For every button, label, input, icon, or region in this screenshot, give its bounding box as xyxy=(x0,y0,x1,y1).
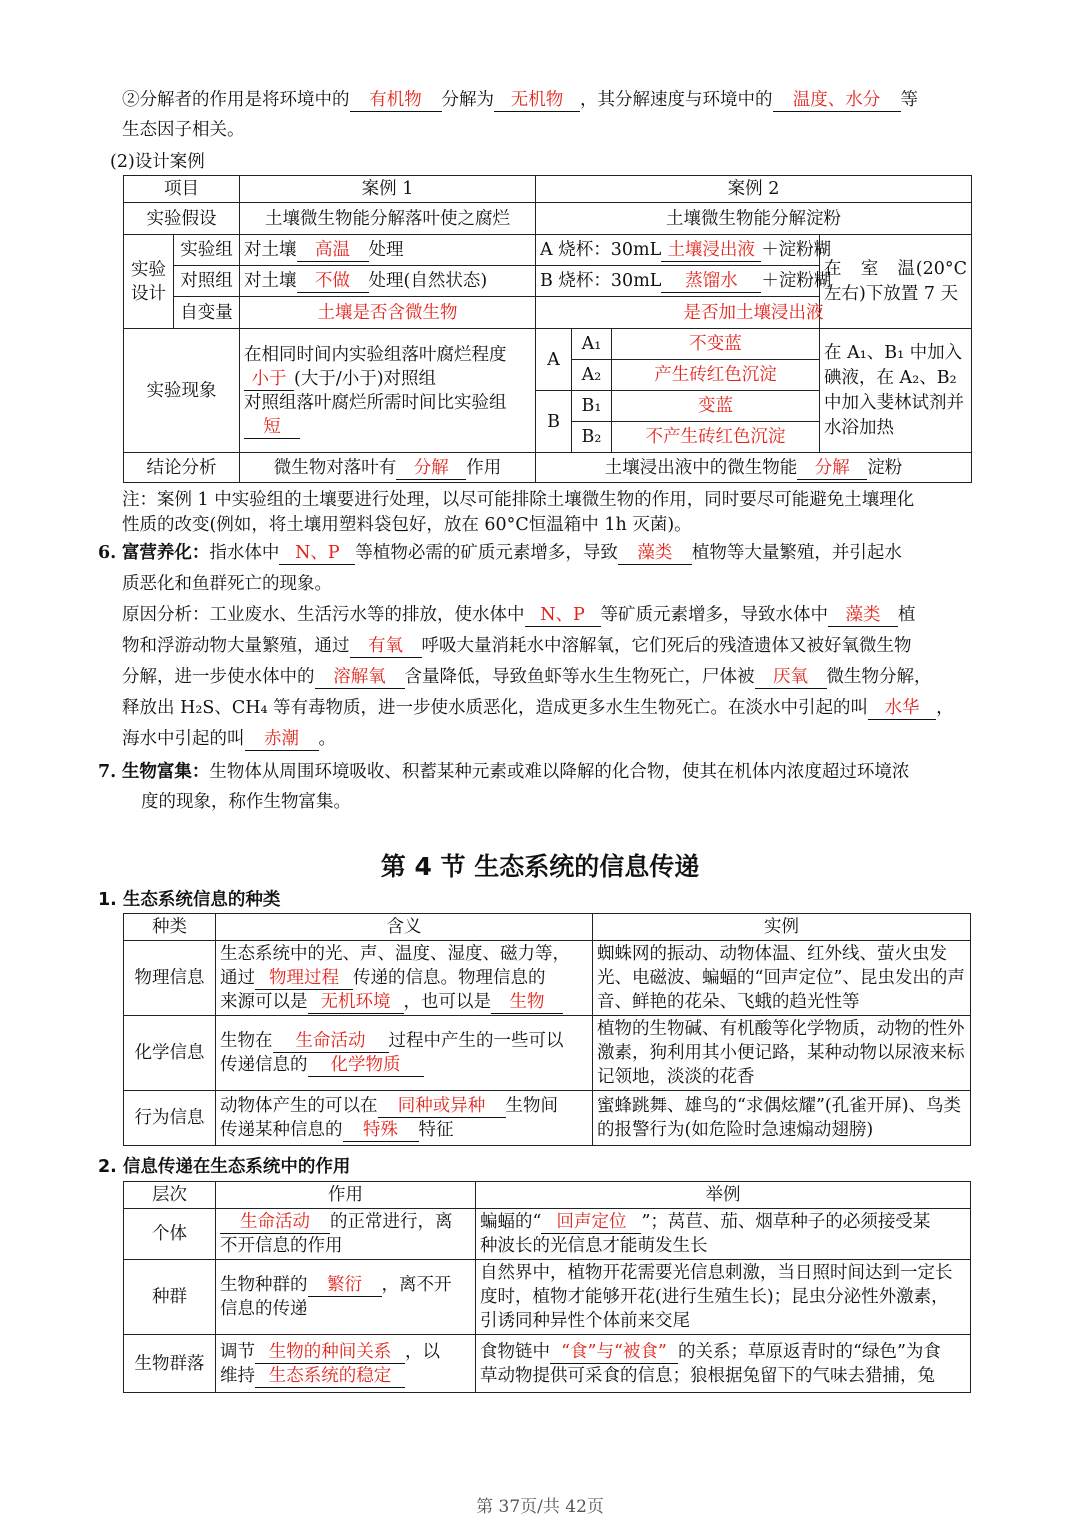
text: 对照组落叶腐烂所需时间比实验组 xyxy=(244,392,507,413)
answer-blank: 生命活动 xyxy=(273,1030,389,1053)
text: 处理 xyxy=(368,240,404,260)
text: ，也可以是 xyxy=(403,992,491,1012)
answer-blank: 短 xyxy=(244,416,300,439)
text: 草动物提供可采食的信息；狼根据兔留下的气味去猎捕，兔 xyxy=(480,1365,935,1386)
answer-blank: 溶解氧 xyxy=(315,666,405,689)
tube-b1-label: B₁ xyxy=(572,391,612,422)
answer-blank: 生态系统的稳定 xyxy=(255,1365,405,1388)
answer-blank: 繁衍 xyxy=(308,1274,382,1297)
text: 通过 xyxy=(220,968,255,988)
note-line1: 注：案例 1 中实验组的土壤要进行处理，以尽可能排除土壤微生物的作用，同时要尽可能避免土壤理化 xyxy=(122,490,915,510)
text: 生物间 xyxy=(505,1096,558,1116)
exp-group-label: 实验组 xyxy=(174,235,240,266)
text: 调节 xyxy=(220,1341,255,1362)
text: B 烧杯：30mL xyxy=(540,271,662,291)
text: 分解为 xyxy=(441,90,494,110)
variable-case1: 土壤是否含微生物 xyxy=(240,297,536,329)
answer-blank: 无机环境 xyxy=(308,991,404,1014)
text: 6. xyxy=(98,543,117,563)
physical-info-example: 蜘蛛网的振动、动物体温、红外线、萤火虫发光、电磁波、蝙蝠的“回声定位”、昆虫发出的声音、鲜艳的花朵、飞蛾的趋光性等 xyxy=(593,941,971,1016)
text: 作用 xyxy=(466,457,502,478)
note-line2: 性质的改变(例如，将土壤用塑料袋包好，放在 60°C恒温箱中 1h 灭菌)。 xyxy=(122,515,692,535)
info-role-table xyxy=(123,1181,971,1393)
conclusion-label: 结论分析 xyxy=(124,453,240,483)
text: 等矿质元素增多，导致水体中 xyxy=(600,605,828,625)
text: 植 xyxy=(898,605,916,625)
text: 生物种群的 xyxy=(220,1275,308,1295)
phenomenon-note: 在 A₁、B₁ 中加入碘液，在 A₂、B₂ 中加入斐林试剂并水浴加热 xyxy=(820,329,972,453)
header-case2: 案例 2 xyxy=(536,176,972,203)
answer-blank: 生物的种间关系 xyxy=(255,1341,405,1364)
text: 特征 xyxy=(418,1120,454,1140)
control-group-case2 xyxy=(536,266,832,297)
header-item: 项目 xyxy=(124,176,240,203)
eutro-line7 xyxy=(122,727,336,751)
bioacc-line2: 度的现象，称作生物富集。 xyxy=(141,792,351,812)
conclusion-case1 xyxy=(240,453,536,483)
text: ，离不开 xyxy=(381,1275,452,1295)
design-case-label: (2)设计案例 xyxy=(110,152,205,172)
text: 蝙蝠的“ xyxy=(480,1212,542,1232)
text: ， xyxy=(936,698,954,718)
text: (大于/小于)对照组 xyxy=(294,368,437,389)
text: 对土壤 xyxy=(244,271,297,291)
text: 呼吸大量消耗水中溶解氧，它们死后的残渣遗体又被好氧微生物 xyxy=(421,636,912,656)
text: ，以 xyxy=(405,1341,440,1362)
behavior-info-example: 蜜蜂跳舞、雄鸟的“求偶炫耀”(孔雀开屏)、鸟类的报警行为(如危险时急速煽动翅膀) xyxy=(593,1091,971,1146)
answer-blank: 有机物 xyxy=(350,89,442,112)
eutro-line5 xyxy=(122,665,932,689)
answer-blank-black: 蒸馏水 xyxy=(661,270,761,293)
text: 来源可以是 xyxy=(220,992,308,1012)
text: 生态系统中的光、声、温度、湿度、磁力等， xyxy=(220,944,570,964)
text: ，其分解速度与环境中的 xyxy=(580,90,773,110)
text: 生物富集： xyxy=(121,762,210,782)
page-number: 第 37页/共 42页 xyxy=(476,1497,604,1517)
text: 传递的信息。物理信息的 xyxy=(353,968,546,988)
eutro-line1 xyxy=(98,541,902,565)
population-example: 自然界中，植物开花需要光信息刺激，当日照时间达到一定长度时，植物才能够开花(进行生殖生长)；昆虫分泌性外激素，引诱同种异性个体前来交尾 xyxy=(476,1260,971,1335)
tube-a2-label: A₂ xyxy=(572,360,612,391)
header-role: 作用 xyxy=(216,1182,476,1209)
section-title: 第 4 节 生态系统的信息传递 xyxy=(380,852,700,881)
answer-blank: 同种或异种 xyxy=(378,1095,506,1118)
header-kind: 种类 xyxy=(124,914,216,941)
text: 传递某种信息的 xyxy=(220,1120,343,1140)
header-meaning: 含义 xyxy=(216,914,593,941)
text: 微生物对落叶有 xyxy=(273,457,397,478)
text: 等植物必需的矿质元素增多，导致 xyxy=(355,543,618,563)
design-label: 实验设计 xyxy=(124,235,174,329)
answer-blank: 回声定位 xyxy=(541,1211,641,1234)
header-level: 层次 xyxy=(124,1182,216,1209)
tube-a1-label: A₁ xyxy=(572,329,612,360)
answer-blank: 分解 xyxy=(797,457,867,480)
text: 。 xyxy=(318,729,336,749)
answer-blank: 厌氧 xyxy=(755,666,827,689)
case-design-table xyxy=(123,175,972,483)
chemical-info-example: 植物的生物碱、有机酸等化学物质，动物的性外激素，狗利用其小便记路，某种动物以尿液来标记领地，淡淡的花香 xyxy=(593,1016,971,1091)
text: 动物体产生的可以在 xyxy=(220,1096,378,1116)
phenomenon-label: 实验现象 xyxy=(124,329,240,453)
individual-example xyxy=(476,1209,971,1260)
tube-b2-label: B₂ xyxy=(572,422,612,453)
answer-blank-black: 土壤浸出液 xyxy=(661,239,761,262)
text: 淀粉 xyxy=(867,457,903,478)
control-group-case1 xyxy=(240,266,536,297)
text: 过程中产生的一些可以 xyxy=(388,1031,564,1051)
text: 7. xyxy=(98,762,117,782)
hypothesis-label: 实验假设 xyxy=(124,203,240,235)
text: 的正常进行，离 xyxy=(330,1212,453,1232)
exp-group-case2 xyxy=(536,235,832,266)
answer-blank: “食”与“被食” xyxy=(550,1341,678,1364)
population-label: 种群 xyxy=(124,1260,216,1335)
chemical-info-label: 化学信息 xyxy=(124,1016,216,1091)
variable-case2: 是否加土壤浸出液 xyxy=(536,297,972,329)
text: 分解，进一步使水体中的 xyxy=(122,667,315,687)
answer-blank: 不做 xyxy=(297,270,369,293)
text: 植物等大量繁殖，并引起水 xyxy=(691,543,902,563)
text: 原因分析：工业废水、生活污水等的排放，使水体中 xyxy=(122,605,525,625)
text: ②分解者的作用是将环境中的 xyxy=(122,90,350,110)
text: 含量降低，导致鱼虾等水生生物死亡，尸体被 xyxy=(404,667,755,687)
physical-info-label: 物理信息 xyxy=(124,941,216,1016)
answer-blank: 高温 xyxy=(297,239,369,262)
text: ＋淀粉糊 xyxy=(761,271,832,291)
header-case1: 案例 1 xyxy=(240,176,536,203)
hypothesis-case1: 土壤微生物能分解落叶使之腐烂 xyxy=(240,203,536,235)
eutro-line3 xyxy=(122,603,916,627)
tube-b1-result: 变蓝 xyxy=(612,391,820,422)
answer-blank: 赤潮 xyxy=(245,728,319,751)
text: 处理(自然状态) xyxy=(368,271,488,291)
conclusion-case2 xyxy=(536,453,972,483)
text: 信息的传递 xyxy=(220,1299,308,1319)
text: 维持 xyxy=(220,1365,255,1386)
beaker-b-label: B xyxy=(536,391,572,453)
info-role-heading: 2. 信息传递在生态系统中的作用 xyxy=(98,1157,351,1177)
text: 微生物分解， xyxy=(826,667,932,687)
eutro-line6 xyxy=(122,696,954,720)
chemical-info-meaning xyxy=(216,1016,593,1091)
answer-blank: 特殊 xyxy=(343,1119,419,1142)
answer-blank: 分解 xyxy=(396,457,466,480)
community-label: 生物群落 xyxy=(124,1335,216,1393)
text: ＋淀粉糊 xyxy=(761,240,832,260)
decomposer-paragraph-line2: 生态因子相关。 xyxy=(122,120,245,140)
tube-a2-result: 产生砖红色沉淀 xyxy=(612,360,820,391)
beaker-a-label: A xyxy=(536,329,572,391)
eutro-line2: 质恶化和鱼群死亡的现象。 xyxy=(122,574,332,594)
behavior-info-meaning xyxy=(216,1091,593,1146)
text: A 烧杯：30mL xyxy=(540,240,662,260)
answer-blank: 物理过程 xyxy=(255,967,353,990)
text: 的关系；草原返青时的“绿色”为食 xyxy=(678,1341,941,1362)
text: 食物链中 xyxy=(480,1341,550,1362)
header-example: 实例 xyxy=(593,914,971,941)
text: 生物在 xyxy=(220,1031,273,1051)
text: 指水体中 xyxy=(209,543,280,563)
info-types-table xyxy=(123,913,971,1146)
text: 土壤浸出液中的微生物能 xyxy=(604,457,798,478)
community-role xyxy=(216,1335,476,1393)
answer-blank: 温度、水分 xyxy=(773,89,901,112)
answer-blank: 藻类 xyxy=(618,542,692,565)
eutro-line4 xyxy=(122,634,912,658)
variable-label: 自变量 xyxy=(174,297,240,329)
header-example: 举例 xyxy=(476,1182,971,1209)
behavior-info-label: 行为信息 xyxy=(124,1091,216,1146)
hypothesis-case2: 土壤微生物能分解淀粉 xyxy=(536,203,972,235)
text: ”；莴苣、茄、烟草种子的必须接受某 xyxy=(641,1212,931,1232)
phenomenon-case1 xyxy=(240,329,536,453)
text: 种波长的光信息才能萌发生长 xyxy=(480,1236,708,1256)
answer-blank: N、P xyxy=(525,604,601,627)
answer-blank: 无机物 xyxy=(494,89,580,112)
tube-a1-result: 不变蓝 xyxy=(612,329,820,360)
text: 对土壤 xyxy=(244,240,297,260)
community-example xyxy=(476,1335,971,1393)
decomposer-paragraph-line1 xyxy=(122,88,918,112)
text: 富营养化： xyxy=(121,543,210,563)
answer-blank: 水华 xyxy=(868,697,936,720)
individual-label: 个体 xyxy=(124,1209,216,1260)
info-types-heading: 1. 生态系统信息的种类 xyxy=(98,890,281,910)
individual-role xyxy=(216,1209,476,1260)
answer-blank: 化学物质 xyxy=(308,1054,424,1077)
text: 传递信息的 xyxy=(220,1055,308,1075)
tube-b2-result: 不产生砖红色沉淀 xyxy=(612,422,820,453)
answer-blank: 有氧 xyxy=(350,635,422,658)
text: 海水中引起的叫 xyxy=(122,729,245,749)
text: 释放出 H₂S、CH₄ 等有毒物质，进一步使水质恶化，造成更多水生生物死亡。在淡水中引起的叫 xyxy=(122,698,869,718)
answer-blank: N、P xyxy=(279,542,355,565)
population-role xyxy=(216,1260,476,1335)
control-group-label: 对照组 xyxy=(174,266,240,297)
text: 在相同时间内实验组落叶腐烂程度 xyxy=(244,344,507,365)
bioacc-line1 xyxy=(98,760,909,784)
exp-group-case1 xyxy=(240,235,536,266)
text: 等 xyxy=(900,90,918,110)
answer-blank: 小于 xyxy=(244,368,294,391)
answer-blank: 生命活动 xyxy=(220,1211,330,1234)
text: 物和浮游动物大量繁殖，通过 xyxy=(122,636,350,656)
room-temp-note: 在 室 温(20°C左右)下放置 7 天 xyxy=(820,235,972,329)
text: 不开信息的作用 xyxy=(220,1236,343,1256)
text: 生物体从周围环境吸收、积蓄某种元素或难以降解的化合物，使其在机体内浓度超过环境浓 xyxy=(209,762,910,782)
answer-blank: 藻类 xyxy=(828,604,898,627)
answer-blank: 生物 xyxy=(491,991,563,1014)
physical-info-meaning xyxy=(216,941,593,1016)
